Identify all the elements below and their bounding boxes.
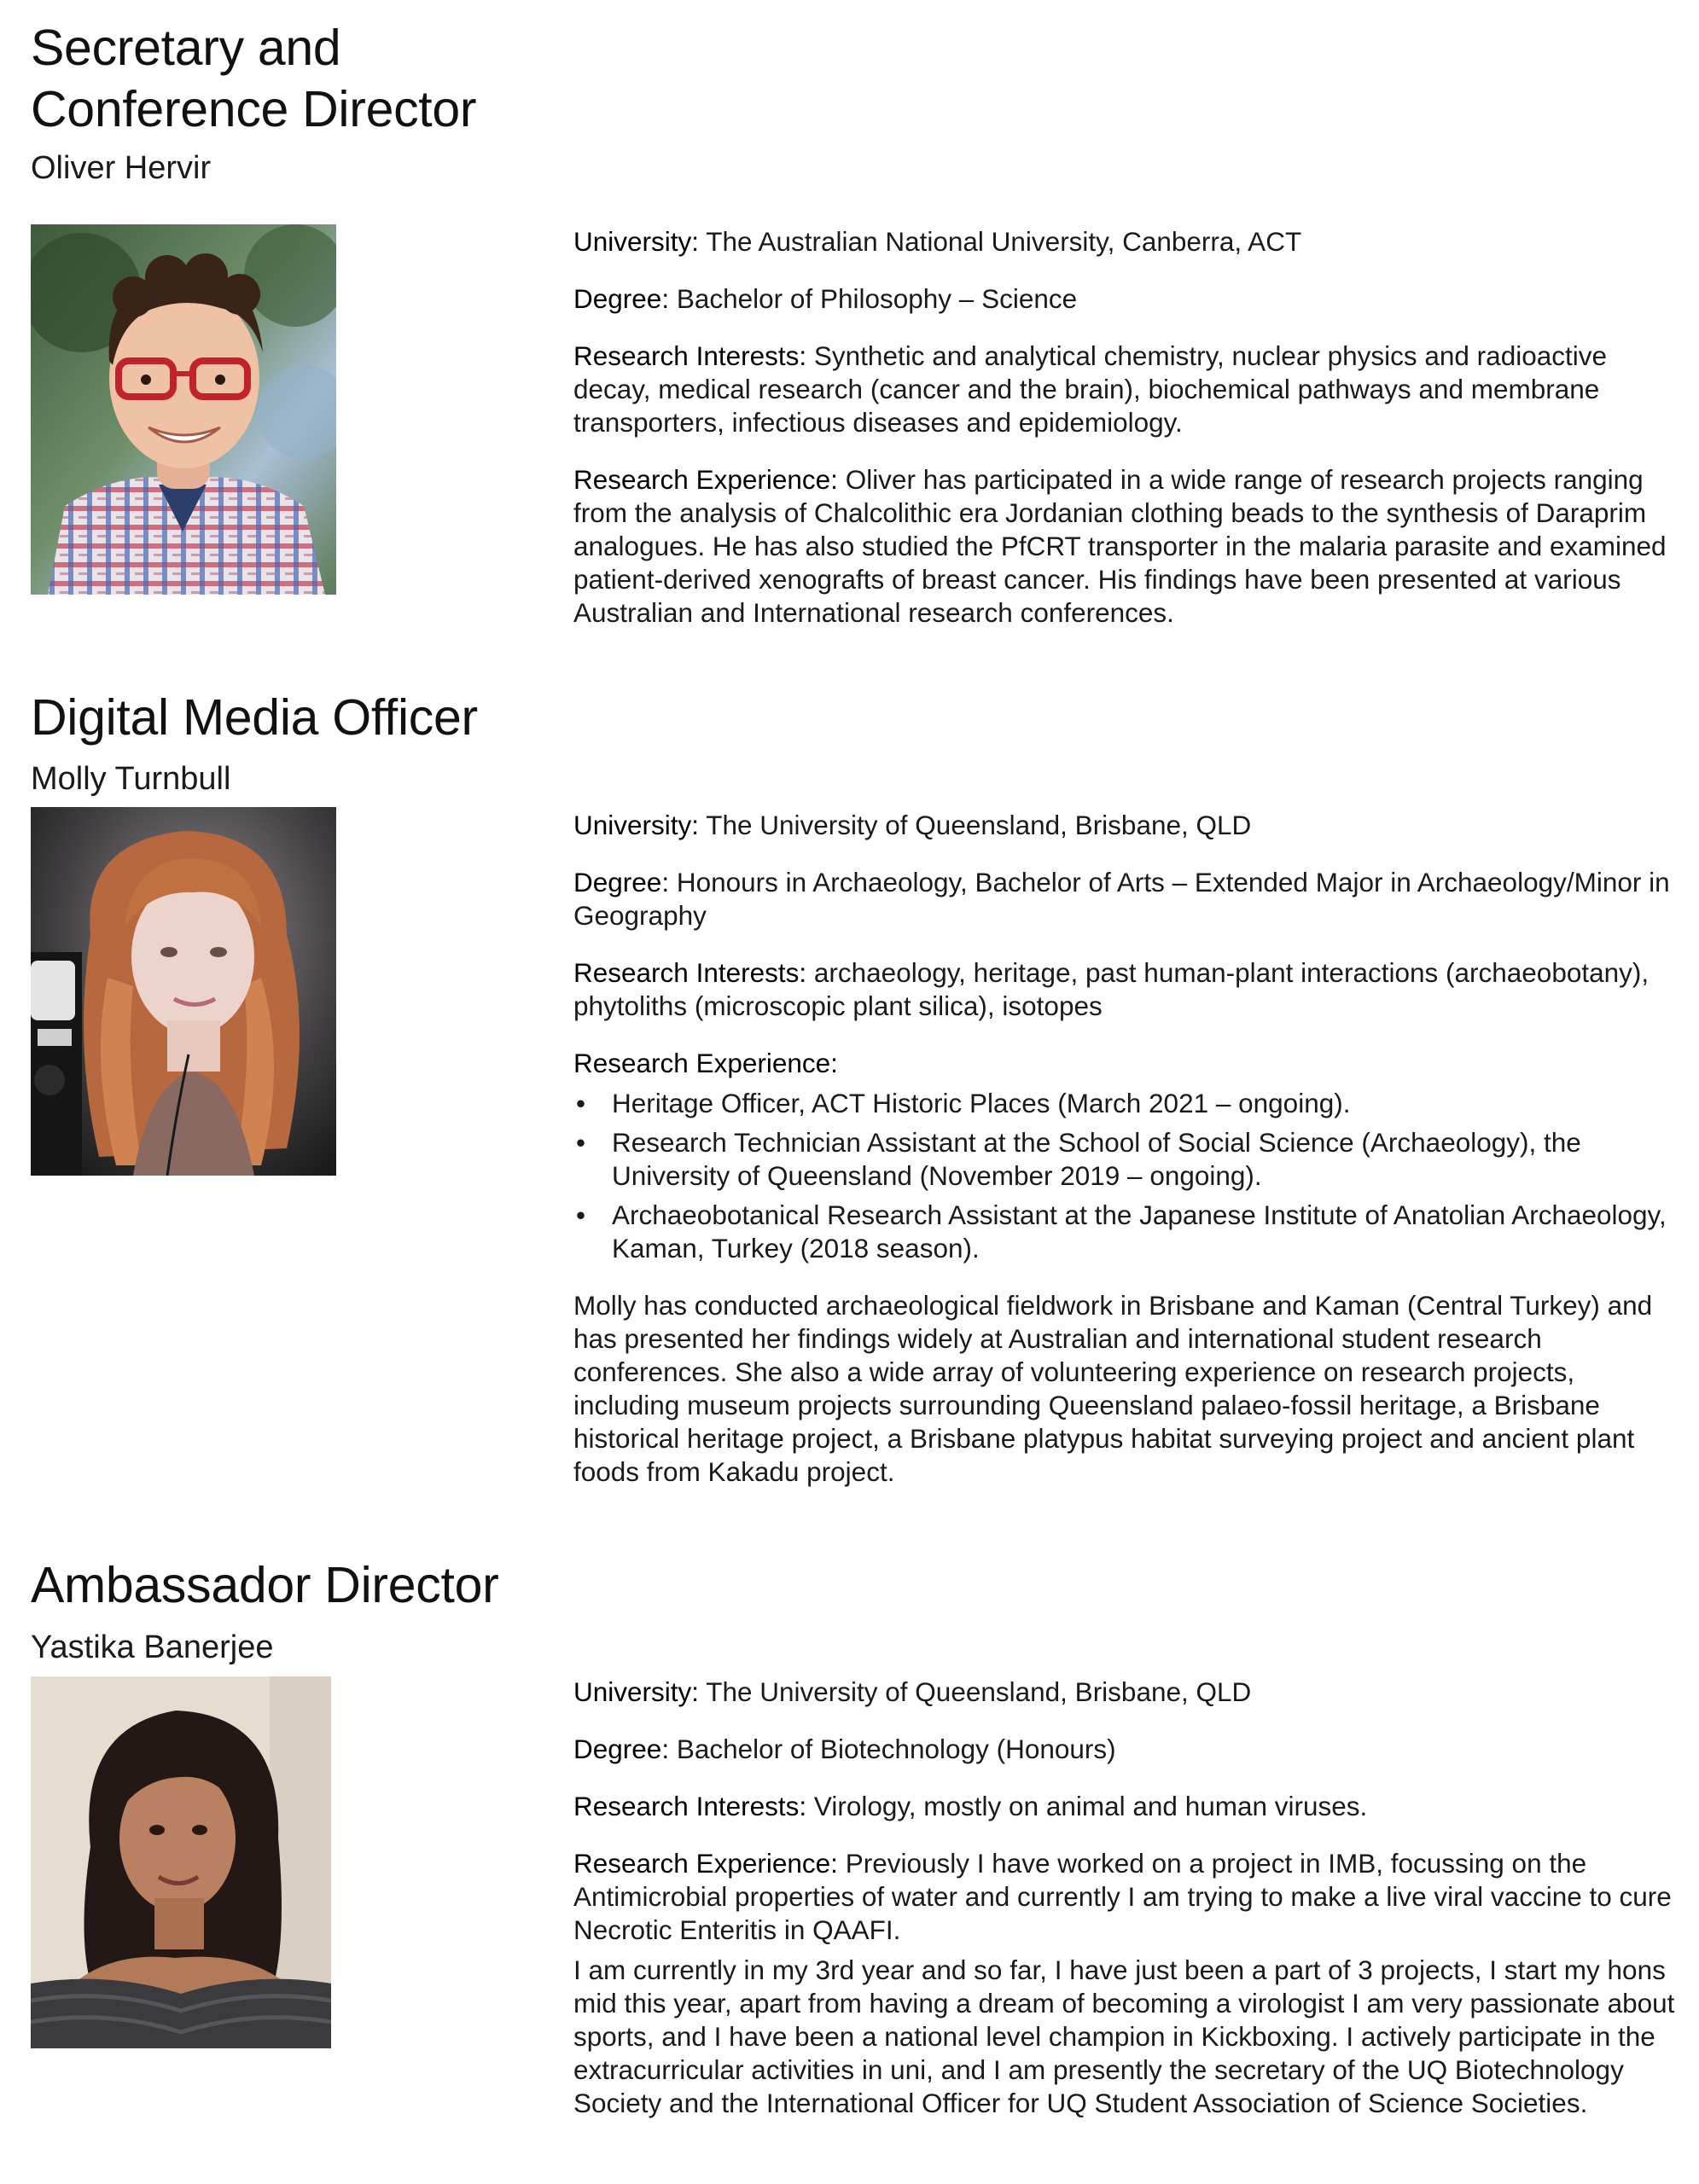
summary-paragraph: Molly has conducted archaeological fieldwork in Brisbane and Kaman (Central Turkey) and has presented her findings widely at Australian and international student research conferences. She also a wide array of volunteering experience on research projects, including museum projects surrounding Queensland palaeo-fossil heritage, a Brisbane historical heritage project, a Brisbane platypus habitat surveying project and ancient plant foods from Kakadu project.	[573, 1290, 1653, 1487]
university-value: The Australian National University, Canberra, ACT	[706, 226, 1302, 257]
interests-label: Research Interests:	[573, 1791, 807, 1821]
experience-label: Research Experience:	[573, 464, 838, 495]
list-item-text: Research Technician Assistant at the School of Social Science (Archaeology), the University of Queensland (November 2019 – ongoing).	[612, 1127, 1581, 1191]
bullet-glyph: •	[576, 1199, 586, 1230]
university-label: University:	[573, 1676, 700, 1707]
degree-label: Degree:	[573, 283, 670, 314]
university-line	[573, 1676, 1679, 1709]
degree-value: Honours in Archaeology, Bachelor of Arts – Extended Major in Archaeology/Minor in Geography	[573, 867, 1670, 931]
experience-value: Oliver has participated in a wide range of research projects ranging from the analysis of Chalcolithic era Jordanian clothing beads to the synthesis of Daraprim analogues. He has also studied the PfCRT transporter in the malaria parasite and examined patient-derived xenografts of breast cancer. His findings have been presented at various Australian and International research conferences.	[573, 464, 1667, 628]
role-title: Ambassador Director	[31, 1557, 499, 1613]
person-name: Yastika Banerjee	[31, 1629, 274, 1665]
degree-line	[573, 866, 1679, 932]
bullet-glyph: •	[576, 1088, 586, 1118]
profile-info	[573, 809, 1679, 1513]
profile-info	[573, 1676, 1679, 2144]
university-label: University:	[573, 810, 700, 840]
degree-value: Bachelor of Philosophy – Science	[676, 283, 1078, 314]
summary-paragraph: I am currently in my 3rd year and so far, I have just been a part of 3 projects, I start my hons mid this year, apart from having a dream of becoming a virologist I am very passionate about sports, and I have been a national level champion in Kickboxing. I actively participate in the extracurricular activities in uni, and I am presently the secretary of the UQ Biotechnology Society and the International Officer for UQ Student Association of Science Societies.	[573, 1955, 1675, 2118]
interests-label: Research Interests:	[573, 957, 807, 988]
profile-photo-yastika	[31, 1676, 331, 2048]
list-item	[573, 1126, 1679, 1193]
list-item	[573, 1199, 1679, 1265]
portrait-image	[31, 224, 336, 595]
experience-value: Previously I have worked on a project in IMB, focussing on the Antimicrobial properties of water and currently I am trying to make a live viral vaccine to cure Necrotic Enteritis in QAAFI.	[573, 1848, 1672, 1945]
experience-line	[573, 463, 1679, 630]
degree-line	[573, 282, 1679, 316]
degree-label: Degree:	[573, 867, 670, 897]
portrait-image	[31, 807, 336, 1176]
profile-photo-molly	[31, 807, 336, 1176]
interests-label: Research Interests:	[573, 340, 807, 371]
university-line	[573, 225, 1679, 258]
interests-line	[573, 1790, 1679, 1823]
experience-label: Research Experience:	[573, 1048, 838, 1078]
experience-label: Research Experience:	[573, 1848, 838, 1879]
list-item-text: Archaeobotanical Research Assistant at the Japanese Institute of Anatolian Archaeology, Kaman, Turkey (2018 season).	[612, 1199, 1667, 1263]
list-item-text: Heritage Officer, ACT Historic Places (March 2021 – ongoing).	[612, 1088, 1351, 1118]
role-title: Digital Media Officer	[31, 689, 478, 746]
role-title: Secretary and Conference Director	[31, 20, 477, 137]
degree-value: Bachelor of Biotechnology (Honours)	[676, 1734, 1116, 1764]
degree-line	[573, 1733, 1679, 1766]
interests-line	[573, 340, 1679, 439]
profile-photo-oliver	[31, 224, 336, 595]
portrait-image	[31, 1676, 331, 2048]
university-line	[573, 809, 1679, 842]
experience-list	[573, 1087, 1679, 1265]
list-item	[573, 1087, 1679, 1120]
university-value: The University of Queensland, Brisbane, QLD	[706, 810, 1252, 840]
person-name: Oliver Hervir	[31, 150, 212, 186]
interests-value: archaeology, heritage, past human-plant interactions (archaeobotany), phytoliths (microscopic plant silica), isotopes	[573, 957, 1650, 1021]
bullet-glyph: •	[576, 1127, 586, 1158]
interests-value: Synthetic and analytical chemistry, nuclear physics and radioactive decay, medical research (cancer and the brain), biochemical pathways and membrane transporters, infectious diseases and epidemiology.	[573, 340, 1608, 438]
profile-info	[573, 225, 1679, 653]
person-name: Molly Turnbull	[31, 761, 231, 797]
degree-label: Degree:	[573, 1734, 670, 1764]
interests-value: Virology, mostly on animal and human viruses.	[813, 1791, 1368, 1821]
interests-line	[573, 956, 1679, 1023]
experience-line	[573, 1847, 1679, 1947]
experience-line	[573, 1047, 1679, 1080]
university-value: The University of Queensland, Brisbane, QLD	[706, 1676, 1252, 1707]
university-label: University:	[573, 226, 700, 257]
